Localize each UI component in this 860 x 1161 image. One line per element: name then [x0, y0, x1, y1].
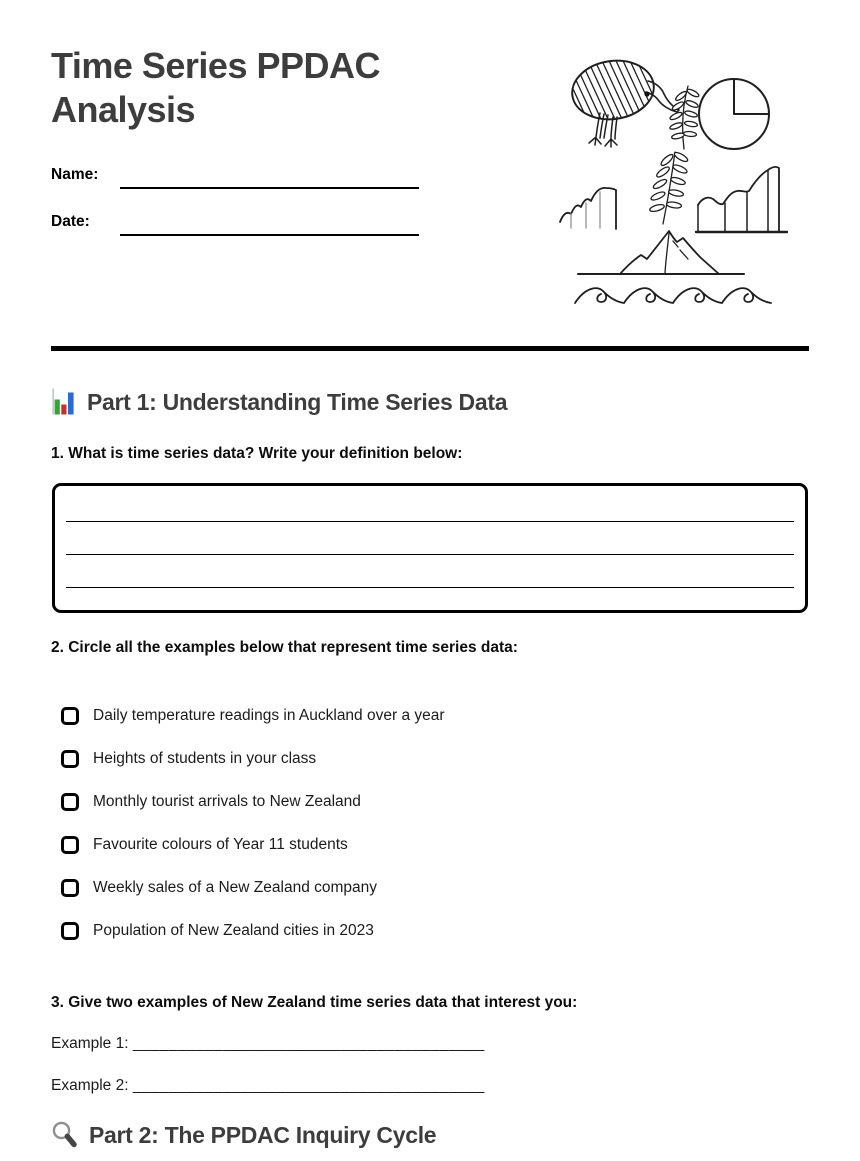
definition-answer-box[interactable] — [52, 483, 808, 613]
checklist-item — [61, 833, 445, 857]
date-input-line[interactable] — [120, 211, 419, 236]
part1-heading-text: Part 1: Understanding Time Series Data — [87, 389, 508, 415]
bar-chart-icon — [51, 387, 76, 418]
waves-drawing — [575, 288, 771, 303]
fern-sprig-small — [669, 86, 700, 149]
date-label: Date: — [51, 213, 90, 230]
checklist-item — [61, 747, 445, 771]
magnifying-glass-icon — [51, 1120, 78, 1151]
writing-line[interactable] — [66, 521, 794, 522]
name-input-line[interactable] — [120, 164, 419, 189]
checkbox[interactable] — [61, 879, 79, 897]
checklist-item-label: Population of New Zealand cities in 2023 — [93, 922, 374, 939]
writing-line[interactable] — [66, 587, 794, 588]
pie-chart-drawing — [699, 79, 769, 149]
checklist-item-label: Weekly sales of a New Zealand company — [93, 879, 378, 896]
part2-heading-text: Part 2: The PPDAC Inquiry Cycle — [89, 1122, 437, 1148]
mountain-drawing — [578, 231, 744, 274]
fern-sprig-large — [649, 151, 689, 224]
checkbox[interactable] — [61, 707, 79, 725]
examples-checklist — [61, 704, 445, 962]
checklist-item — [61, 876, 445, 900]
example-1-blank[interactable]: _______________________________________ — [132, 1035, 485, 1052]
example-2-label: Example 2: — [51, 1077, 133, 1094]
kiwi-charts-illustration — [550, 52, 792, 314]
checklist-item — [61, 704, 445, 728]
checklist-item-label: Daily temperature readings in Auckland over a year — [93, 707, 445, 724]
date-field — [51, 211, 419, 236]
checkbox[interactable] — [61, 922, 79, 940]
example-1-row — [51, 1035, 485, 1053]
checklist-item-label: Favourite colours of Year 11 students — [93, 836, 348, 853]
checkbox[interactable] — [61, 836, 79, 854]
checkbox[interactable] — [61, 750, 79, 768]
area-chart-drawing — [696, 167, 787, 232]
example-2-row — [51, 1077, 485, 1095]
checklist-item — [61, 790, 445, 814]
name-label: Name: — [51, 166, 99, 183]
checklist-item-label: Monthly tourist arrivals to New Zealand — [93, 793, 361, 810]
example-1-label: Example 1: — [51, 1035, 133, 1052]
name-field — [51, 164, 419, 189]
section-divider — [51, 346, 809, 351]
line-chart-drawing — [560, 188, 616, 229]
checkbox[interactable] — [61, 793, 79, 811]
checklist-item — [61, 919, 445, 943]
question-2: 2. Circle all the examples below that represent time series data: — [51, 639, 518, 656]
page-title: Time Series PPDAC Analysis — [51, 45, 380, 130]
kiwi-bird-drawing — [550, 52, 683, 147]
writing-line[interactable] — [66, 554, 794, 555]
checklist-item-label: Heights of students in your class — [93, 750, 317, 767]
part1-heading — [51, 387, 507, 418]
example-2-blank[interactable]: _______________________________________ — [132, 1077, 485, 1094]
part2-heading — [51, 1120, 436, 1151]
question-1: 1. What is time series data? Write your definition below: — [51, 445, 463, 462]
question-3: 3. Give two examples of New Zealand time series data that interest you: — [51, 994, 578, 1011]
